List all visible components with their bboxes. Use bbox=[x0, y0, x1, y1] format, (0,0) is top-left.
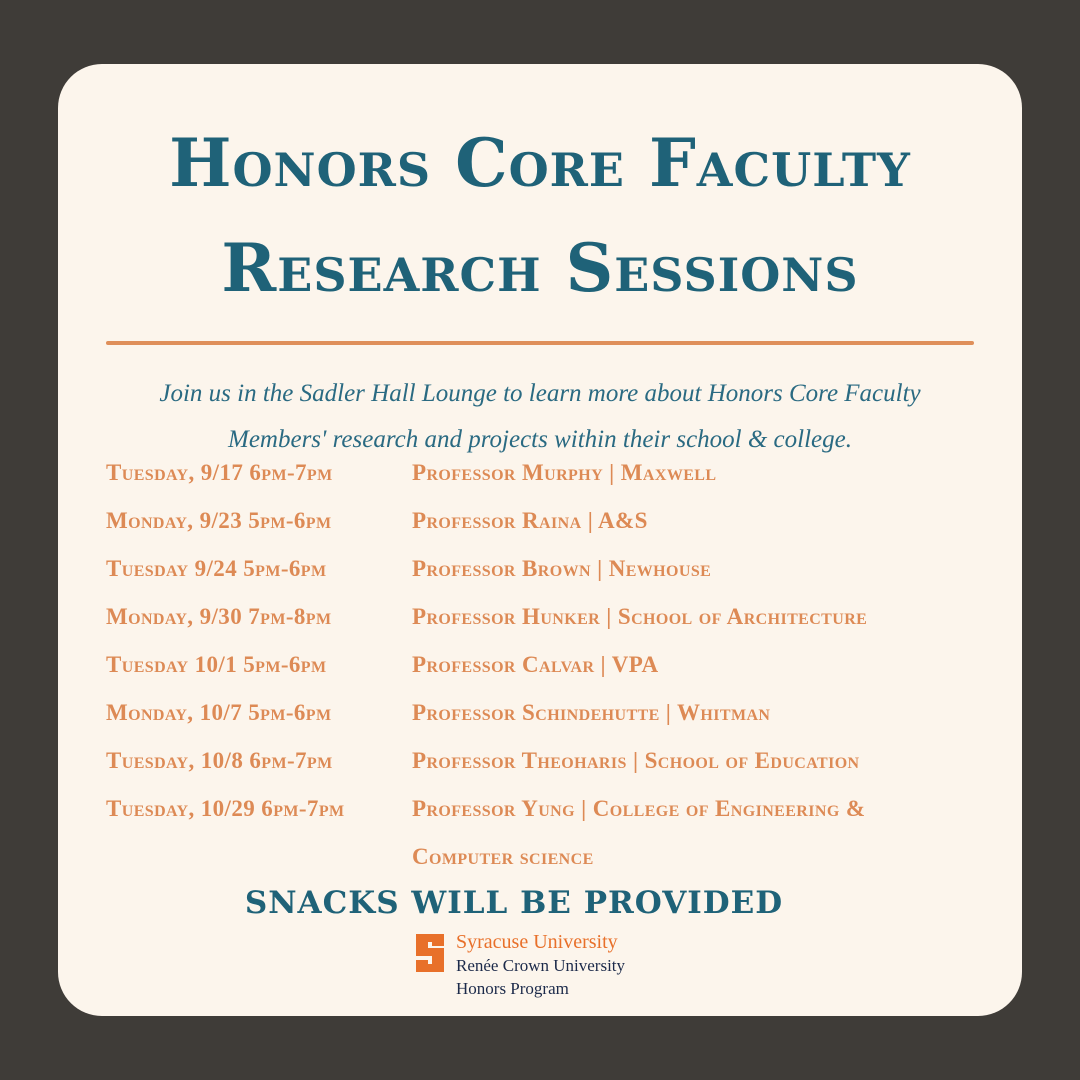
flyer-title-line-2: Research Sessions bbox=[221, 229, 859, 307]
syracuse-honors-logo bbox=[414, 930, 674, 1000]
session-professor: Professor Murphy | Maxwell bbox=[412, 460, 717, 485]
session-date: Tuesday 9/24 5pm-6pm bbox=[106, 556, 327, 581]
session-professor-continuation: Computer science bbox=[412, 844, 594, 869]
logo-wordmark bbox=[456, 930, 625, 1000]
session-row bbox=[106, 506, 986, 536]
session-row bbox=[106, 794, 986, 824]
session-date: Monday, 9/30 7pm-8pm bbox=[106, 604, 332, 629]
logo-program-line-1: Renée Crown University bbox=[456, 956, 626, 975]
snacks-notice: SNACKS WILL BE PROVIDED bbox=[244, 885, 784, 921]
session-row bbox=[106, 698, 986, 728]
session-professor: Professor Hunker | School of Architecture bbox=[412, 604, 868, 629]
session-professor: Professor Yung | College of Engineering & bbox=[412, 796, 866, 821]
session-row bbox=[106, 602, 986, 632]
session-row bbox=[106, 746, 986, 776]
flyer-card bbox=[58, 64, 1022, 1016]
session-date: Tuesday, 10/8 6pm-7pm bbox=[106, 748, 333, 773]
intro-line-1: Join us in the Sadler Hall Lounge to learn more about Honors Core Faculty bbox=[159, 380, 921, 407]
logo-university-name: Syracuse University bbox=[456, 931, 618, 953]
session-professor: Professor Brown | Newhouse bbox=[412, 556, 712, 581]
session-professor: Professor Schindehutte | Whitman bbox=[412, 700, 771, 725]
session-professor: Professor Calvar | VPA bbox=[412, 652, 659, 677]
title-divider bbox=[106, 341, 974, 345]
session-date: Monday, 10/7 5pm-6pm bbox=[106, 700, 332, 725]
session-date: Tuesday, 10/29 6pm-7pm bbox=[106, 796, 345, 821]
flyer-title-line-1: Honors Core Faculty bbox=[169, 124, 911, 202]
session-professor: Professor Raina | A&S bbox=[412, 508, 648, 533]
session-date: Tuesday, 9/17 6pm-7pm bbox=[106, 460, 333, 485]
session-professor: Professor Theoharis | School of Education bbox=[412, 748, 860, 773]
intro-line-2: Members' research and projects within their school & college. bbox=[228, 426, 852, 453]
logo-program-line-2: Honors Program bbox=[456, 979, 569, 998]
session-date: Monday, 9/23 5pm-6pm bbox=[106, 508, 332, 533]
session-row bbox=[106, 458, 986, 488]
session-row bbox=[106, 650, 986, 680]
session-row bbox=[106, 554, 986, 584]
session-date: Tuesday 10/1 5pm-6pm bbox=[106, 652, 327, 677]
syracuse-s-block-icon bbox=[414, 932, 446, 974]
